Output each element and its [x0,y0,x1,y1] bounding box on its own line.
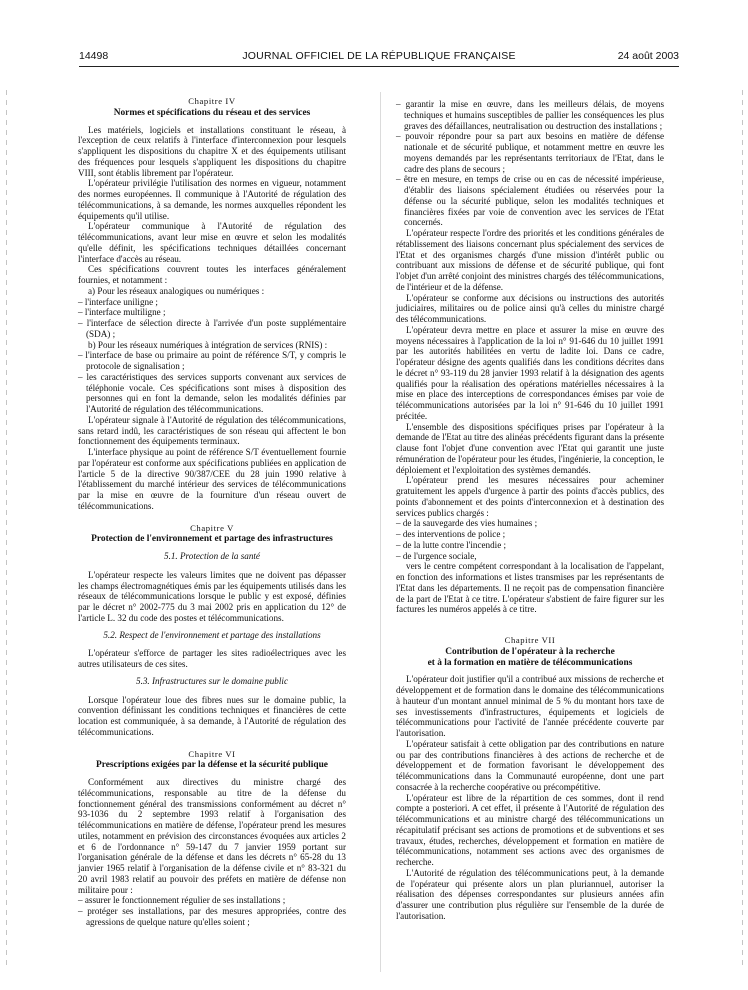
paragraph: vers le centre compétent correspondant à la localisation de l'appelant, en fonction des informations et listes transmises par les représentants de l'Etat dans les départements. Il ne reçoit pas de compensation financière de la part de l'Etat à ce titre. L'opérateur s'abstient de faire figurer sur les factures les numéros appelés à ce titre. [396,561,664,615]
chapter-4-title: Normes et spécifications du réseau et des services [113,107,311,118]
chapter-4-label: Chapitre IV [188,96,236,106]
paragraph: L'opérateur prend les mesures nécessaires pour acheminer gratuitement les appels d'urgence à partir des points d'accès publics, des points d'abonnement et des points d'interconnexion et à destination des services publics chargés : [396,475,664,518]
section-5-3-heading: 5.3. Infrastructures sur le domaine public [136,675,288,686]
list-item: – être en mesure, en temps de crise ou en cas de nécessité impérieuse, d'établir des liaisons spécialement étudiées ou réservées pour la défense ou la sécurité publique, selon les modalités techniques et financières fixées par voie de convention avec les services de l'Etat concernés. [396,174,664,228]
paragraph: L'Autorité de régulation des télécommunications peut, à la demande de l'opérateur qui présente alors un plan pluriannuel, autoriser la réalisation des dépenses correspondantes sur plusieurs années afin d'assurer une contribution plus régulière sur l'ensemble de la durée de l'autorisation. [396,867,664,921]
chapter-5-title: Protection de l'environnement et partage des infrastructures [91,534,333,545]
paragraph: Ces spécifications couvrent toutes les interfaces généralement fournies, et notamment : [78,264,346,285]
list-item: – l'interface multiligne ; [78,307,166,318]
paragraph: L'ensemble des dispositions spécifiques prises par l'opérateur à la demande de l'Etat au titre des alinéas précédents figurant dans la présente clause font l'objet d'une convention avec l'Etat qui garantit une juste rémunération de l'opérateur pour les études, l'ingénierie, la conception, le déploiement et l'exploitation des systèmes demandés. [396,421,664,475]
paragraph: Conformément aux directives du ministre chargé des télécommunications, responsable au titre de la défense du fonctionnement général des transmissions conformément au décret n° 93-1036 du 2 septembre 1993 relatif à l'organisation des télécommunications en matière de défense, l'opérateur prend les mesures utiles, notamment en prévision des circonstances évoquées aux articles 2 et 6 de l'ordonnance n° 59-147 du 7 janvier 1959 portant sur l'organisation générale de la défense et dans les décrets n° 65-28 du 13 janvier 1965 relatif à l'organisation de la défense civile et n° 83-321 du 20 avril 1983 relatif au pouvoir des préfets en matière de défense non militaire pour : [78,777,346,895]
paragraph: L'opérateur privilégie l'utilisation des normes en vigueur, notamment des normes européennes. Il communique à l'Autorité de régulation des télécommunications, à sa demande, les normes auxquelles répondent les équipements qu'il utilise. [78,178,346,221]
list-item: – l'interface de sélection directe à l'arrivée d'un poste supplémentaire (SDA) ; [78,318,346,339]
paragraph: L'opérateur doit justifier qu'il a contribué aux missions de recherche et développement et de formation dans le domaine des télécommunications à hauteur d'un montant annuel minimal de 5 % du montant hors taxe de ses investissements d'infrastructures, équipements et logiciels de télécommunications pour l'activité de l'année précédente couverte par l'autorisation. [396,674,664,738]
paragraph: L'opérateur signale à l'Autorité de régulation des télécommunications, sans retard indû, les caractéristiques de son réseau qui affectent le bon fonctionnement des équipements terminaux. [78,414,346,447]
paragraph: L'opérateur satisfait à cette obligation par des contributions en nature ou par des contributions financières à des actions de recherche et de développement et de formation favorisant le développement des télécommunications dans la Communauté européenne, dont une part consacrée à la recherche coopérative ou précompétitive. [396,738,664,792]
left-column [78,96,346,928]
list-item: – de la lutte contre l'incendie ; [396,539,507,550]
list-item: – les caractéristiques des services supports convenant aux services de téléphonie vocale. Ces spécifications sont mises à disposition des personnes qui en font la demande, selon les modalités définies par l'Autorité de régulation des télécommunications. [78,371,346,414]
chapter-7-title-line1: Contribution de l'opérateur à la recherche [445,646,615,657]
journal-title: JOURNAL OFFICIEL DE LA RÉPUBLIQUE FRANÇAISE [242,50,516,62]
page-header [79,50,679,66]
header-rule [79,66,679,67]
paragraph: Les matériels, logiciels et installations constituant le réseau, à l'exception de ceux relatifs à l'interface d'interconnexion pour lesquels s'appliquent les dispositions du chapitre X et des équipements utilisant des fréquences pour lesquels s'appliquent les dispositions du chapitre VIII, sont établis librement par l'opérateur. [78,124,346,178]
list-item: – pouvoir répondre pour sa part aux besoins en matière de défense nationale et de sécurité publique, et notamment mettre en œuvre les moyens demandés par les représentants territoriaux de l'Etat, dans le cadre des plans de secours ; [396,131,664,174]
list-heading: a) Pour les réseaux analogiques ou numériques : [88,285,265,296]
paragraph: L'opérateur communique à l'Autorité de régulation des télécommunications, avant leur mise en œuvre et selon les modalités qu'elle définit, les spécifications techniques détaillées concernant l'interface d'accès au réseau. [78,221,346,264]
list-item: – protéger ses installations, par des mesures appropriées, contre des agressions de quelque nature qu'elles soient ; [78,906,346,927]
scan-edge-left [6,90,7,970]
list-item: – des interventions de police ; [396,529,506,539]
chapter-6-label: Chapitre VI [188,748,236,759]
scan-edge-right [742,90,743,970]
column-divider [380,92,381,972]
right-column [396,99,664,922]
paragraph: Lorsque l'opérateur loue des fibres nues sur le domaine public, la convention définissant les conditions techniques et financières de cette location est communiquée, à sa demande, à l'Autorité de régulation des télécommunications. [78,694,346,737]
section-5-2-heading: 5.2. Respect de l'environnement et partage des installations [103,629,321,640]
issue-date: 24 août 2003 [617,50,679,62]
paragraph: L'opérateur se conforme aux décisions ou instructions des autorités judiciaires, militaires ou de police ainsi qu'à celles du ministre chargé des télécommunications. [396,292,664,324]
paragraph: L'opérateur devra mettre en place et assurer la mise en œuvre des moyens nécessaires à l'application de la loi n° 91-646 du 10 juillet 1991 par les autorités habilitées en vertu de ladite loi. Dans ce cadre, l'opérateur désigne des agents qualifiés dans les conditions décrites dans le décret n° 93-119 du 28 janvier 1993 relatif à la désignation des agents qualifiés pour la réalisation des opérations matérielles nécessaires à la mise en place des interceptions de correspondances émises par voie de télécommunications autorisées par la loi n° 91-646 du 10 juillet 1991 précitée. [396,324,664,421]
list-item: – garantir la mise en œuvre, dans les meilleurs délais, de moyens techniques et humains susceptibles de pallier les conséquences les plus graves des défaillances, neutralisation ou destruction des installations ; [396,99,664,131]
list-item: – de la sauvegarde des vies humaines ; [396,518,538,529]
section-5-1-heading: 5.1. Protection de la santé [164,551,260,561]
paragraph: L'opérateur s'efforce de partager les sites radioélectriques avec les autres utilisateurs de ces sites. [78,648,346,669]
paragraph: L'opérateur respecte les valeurs limites que ne doivent pas dépasser les champs électromagnétiques émis par les équipements utilisés dans les réseaux de télécommunications lorsque le public y est exposé, définies par le décret n° 2002-775 du 3 mai 2002 pris en application du 12° de l'article L. 32 du code des postes et télécommunications. [78,569,346,623]
paragraph: L'opérateur respecte l'ordre des priorités et les conditions générales de rétablissement des liaisons concernant plus spécialement des services de l'Etat et des organismes chargés d'une mission d'intérêt public ou contribuant aux missions de défense et de sécurité publique, qui font l'objet d'un arrêté conjoint des ministres chargés des télécommunications, de l'intérieur et de la défense. [396,228,664,292]
chapter-7-label: Chapitre VII [504,635,556,645]
paragraph: L'opérateur est libre de la répartition de ces sommes, dont il rend compte a posteriori. A cet effet, il présente à l'Autorité de régulation des télécommunications et au ministre chargé des télécommunications un récapitulatif précisant ses actions de promotions et de subventions et ses travaux, études, recherches, développement et formation en matière de télécommunications, notamment ses actions avec des organismes de recherche. [396,792,664,867]
page-number: 14498 [79,50,109,62]
chapter-7-title-line2: et à la formation en matière de télécommunications [427,657,633,668]
chapter-5-label: Chapitre V [190,522,234,533]
list-item: – de l'urgence sociale, [396,550,477,561]
paragraph: L'interface physique au point de référence S/T éventuellement fournie par l'opérateur est conforme aux spécifications publiées en application de l'article 5 de la directive 90/387/CEE du 28 juin 1990 relative à l'établissement du marché intérieur des services de télécommunications par la mise en œuvre de la fourniture d'un réseau ouvert de télécommunications. [78,447,346,511]
list-item: – l'interface de base ou primaire au point de référence S/T, y compris le protocole de signalisation ; [78,350,346,371]
list-item: – l'interface unilignе ; [78,296,158,307]
list-heading: b) Pour les réseaux numériques à intégration de services (RNIS) : [88,339,328,350]
chapter-6-title: Prescriptions exigées par la défense et la sécurité publique [96,760,328,771]
list-item: – assurer le fonctionnement régulier de ses installations ; [78,895,286,906]
